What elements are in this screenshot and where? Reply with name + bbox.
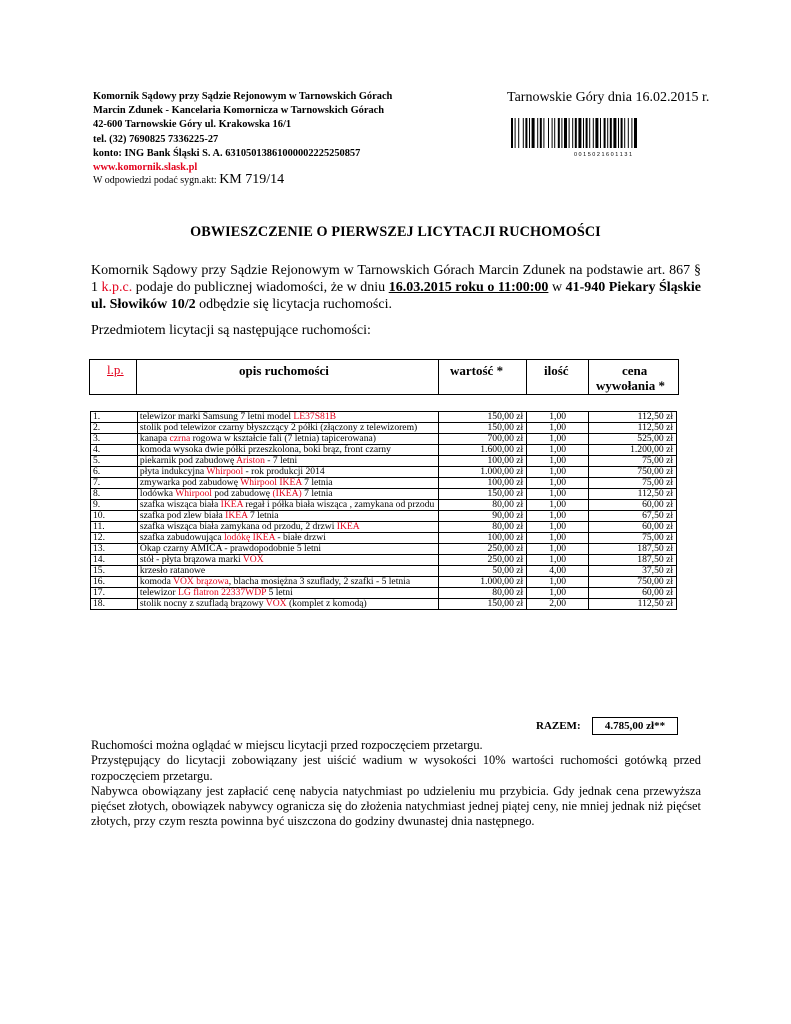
row-lp: 2.: [91, 423, 138, 434]
total-value: 4.785,00 zł**: [592, 717, 678, 735]
row-description: [137, 588, 438, 599]
row-value: 80,00 zł: [439, 500, 527, 511]
description-segment: Whirpool: [175, 488, 212, 499]
row-quantity: 2,00: [527, 599, 589, 610]
description-segment: VOX brązowa: [173, 576, 229, 587]
header-opis: opis ruchomości: [239, 363, 329, 378]
header-ilosc: ilość: [544, 363, 569, 378]
document-date: Tarnowskie Góry dnia 16.02.2015 r.: [507, 90, 710, 105]
description-segment: Ariston: [236, 455, 265, 466]
row-lp: 15.: [91, 566, 138, 577]
description-segment: szafka wisząca biała zamykana od przodu, 2 drzwi: [139, 521, 337, 532]
row-starting-price: 525,00 zł: [589, 434, 677, 445]
row-starting-price: 112,50 zł: [589, 599, 677, 610]
row-value: 250,00 zł: [439, 555, 527, 566]
row-lp: 4.: [91, 445, 138, 456]
row-description: [137, 489, 438, 500]
row-lp: 8.: [91, 489, 138, 500]
description-segment: Whirpool IKEA: [240, 477, 302, 488]
row-starting-price: 37,50 zł: [589, 566, 677, 577]
website-suffix: .pl: [185, 162, 198, 174]
row-lp: 11.: [91, 522, 138, 533]
description-segment: stół - płyta brązowa marki: [139, 554, 243, 565]
intro-text-1: Komornik Sądowy przy Sądzie Rejonowym w Tarnowskich Górach Marcin Zdunek na podstawie art. 867 § 1: [91, 263, 701, 295]
row-description: [137, 478, 438, 489]
description-segment: lodókę IKEA: [224, 532, 275, 543]
description-segment: LE37S81B: [293, 411, 337, 422]
row-lp: 14.: [91, 555, 138, 566]
row-starting-price: 112,50 zł: [589, 423, 677, 434]
total-label: RAZEM:: [536, 720, 581, 732]
sender-line-address: 42-600 Tarnowskie Góry ul. Krakowska 16/1: [93, 119, 292, 131]
table-row: [91, 544, 677, 555]
row-value: 1.000,00 zł: [439, 577, 527, 588]
row-lp: 12.: [91, 533, 138, 544]
table-row: [91, 533, 677, 544]
description-segment: Okap czarny AMICA - prawdopodobnie 5 letni: [139, 543, 322, 554]
row-description: [137, 555, 438, 566]
row-lp: 10.: [91, 511, 138, 522]
row-lp: 13.: [91, 544, 138, 555]
sender-line-office: Komornik Sądowy przy Sądzie Rejonowym w Tarnowskich Górach: [93, 91, 393, 102]
header-cena-cell: [589, 360, 678, 394]
description-segment: komoda: [139, 576, 174, 587]
description-segment: VOX: [242, 554, 264, 565]
table-row: [91, 522, 677, 533]
row-quantity: 4,00: [527, 566, 589, 577]
row-description: [137, 456, 438, 467]
description-segment: kanapa: [139, 433, 170, 444]
description-segment: VOX: [265, 598, 287, 609]
row-value: 150,00 zł: [439, 599, 527, 610]
row-value: 1.600,00 zł: [439, 445, 527, 456]
row-starting-price: 67,50 zł: [589, 511, 677, 522]
table-row: [91, 577, 677, 588]
auction-place: 41-940 Piekary Śląskie ul. Słowików 10/2: [91, 280, 701, 312]
row-value: 90,00 zł: [439, 511, 527, 522]
header-lp-cell: [90, 360, 137, 394]
description-segment: Whirpool: [206, 466, 244, 477]
items-intro: Przedmiotem licytacji są następujące ruchomości:: [91, 323, 371, 338]
reference-value: KM 719/14: [219, 172, 285, 187]
row-starting-price: 112,50 zł: [589, 412, 677, 423]
description-segment: - białe drzwi: [275, 532, 326, 543]
row-value: 150,00 zł: [439, 423, 527, 434]
row-quantity: 1,00: [527, 412, 589, 423]
table-row: [91, 412, 677, 423]
intro-paragraph: [91, 262, 701, 313]
description-segment: stolik pod telewizor czarny błyszczący 2 półki (złączony z telewizorem): [139, 422, 418, 433]
row-description: [137, 511, 438, 522]
row-quantity: 1,00: [527, 445, 589, 456]
row-description: [137, 412, 438, 423]
barcode-digits: 0 0 1 5 0 2 1 6 0 1 1 3 1: [573, 152, 633, 158]
items-table: [90, 411, 677, 610]
description-segment: lodówka: [139, 488, 176, 499]
row-starting-price: 75,00 zł: [589, 456, 677, 467]
row-description: [137, 533, 438, 544]
row-quantity: 1,00: [527, 489, 589, 500]
description-segment: pod zabudowę: [211, 488, 273, 499]
row-description: [137, 544, 438, 555]
row-description: [137, 566, 438, 577]
row-value: 700,00 zł: [439, 434, 527, 445]
intro-text-3: w: [548, 280, 566, 295]
description-segment: stolik nocny z szufladą brązowy: [139, 598, 266, 609]
row-value: 80,00 zł: [439, 588, 527, 599]
header-opis-cell: [137, 360, 439, 394]
table-row: [91, 489, 677, 500]
row-value: 1.000,00 zł: [439, 467, 527, 478]
barcode-image: [511, 118, 695, 158]
row-quantity: 1,00: [527, 555, 589, 566]
description-segment: 7 letnia: [301, 477, 333, 488]
terms-notes: [91, 738, 701, 830]
description-segment: zmywarka pod zabudowę: [139, 477, 241, 488]
row-quantity: 1,00: [527, 511, 589, 522]
row-value: 250,00 zł: [439, 544, 527, 555]
row-starting-price: 750,00 zł: [589, 577, 677, 588]
description-segment: komoda wysoka dwie półki przeszkolona, boki brąz, front czarny: [139, 444, 391, 455]
description-segment: płyta indukcyjna: [139, 466, 207, 477]
description-segment: czrna: [169, 433, 191, 444]
header-lp: l.p.: [107, 362, 124, 377]
row-description: [137, 434, 438, 445]
note-payment: Nabywca obowiązany jest zapłacić cenę nabycia natychmiast po udzieleniu mu przybicia. Gdy jednak cena przewyższa pięćset złotych, obowiązek nabywcy ogranicza się do złożenia natychmiast jednej piątej ceny, nie mniej jednak niż pięćset złotych, przy czym reszta powinna być uiszczona do godziny dwunastej dnia następnego.: [91, 783, 701, 829]
row-value: 100,00 zł: [439, 478, 527, 489]
row-description: [137, 577, 438, 588]
table-row: [91, 566, 677, 577]
header-wartosc: wartość *: [450, 363, 504, 378]
row-quantity: 1,00: [527, 544, 589, 555]
description-segment: (komplet z komodą): [286, 598, 367, 609]
description-segment: - rok produkcji 2014: [243, 466, 325, 477]
intro-kpc: k.p.c.: [101, 280, 133, 295]
header-wartosc-cell: [439, 360, 527, 394]
row-starting-price: 187,50 zł: [589, 555, 677, 566]
items-table-header: [89, 359, 679, 395]
case-reference: [93, 172, 284, 188]
description-segment: telewizor: [139, 587, 179, 598]
description-segment: szafka pod zlew biała: [139, 510, 226, 521]
header-ilosc-cell: [527, 360, 589, 394]
website-domain: slask: [164, 162, 186, 174]
header-cena-line1: cena: [622, 363, 648, 378]
row-lp: 7.: [91, 478, 138, 489]
table-row: [91, 456, 677, 467]
row-lp: 1.: [91, 412, 138, 423]
row-lp: 9.: [91, 500, 138, 511]
table-row: [91, 588, 677, 599]
table-row: [91, 467, 677, 478]
description-segment: 5 letni: [266, 587, 293, 598]
row-quantity: 1,00: [527, 478, 589, 489]
row-starting-price: 60,00 zł: [589, 522, 677, 533]
row-value: 100,00 zł: [439, 533, 527, 544]
description-segment: (IKEA): [272, 488, 302, 499]
table-row: [91, 445, 677, 456]
website-prefix: www.komornik.: [93, 162, 165, 174]
auction-datetime: 16.03.2015 roku o 11:00:00: [388, 280, 549, 295]
note-deposit: Przystępujący do licytacji zobowiązany jest uiścić wadium w wysokości 10% wartości ruchomości gotówką przed rozpoczęciem przetargu.: [91, 753, 701, 783]
intro-text-2: podaje do publicznej wiadomości, że w dniu: [132, 280, 389, 295]
row-starting-price: 187,50 zł: [589, 544, 677, 555]
sender-line-bank: konto: ING Bank Śląski S. A. 63105013861000002225250857: [93, 147, 361, 159]
table-row: [91, 423, 677, 434]
description-segment: 7 letnia: [301, 488, 333, 499]
table-row: [91, 500, 677, 511]
row-quantity: 1,00: [527, 588, 589, 599]
table-row: [91, 555, 677, 566]
sender-line-phone: tel. (32) 7690825 7336225-27: [93, 133, 219, 145]
row-description: [137, 467, 438, 478]
description-segment: rogowa w kształcie fali (7 letnia) tapicerowana): [190, 433, 376, 444]
row-quantity: 1,00: [527, 456, 589, 467]
intro-text-4: odbędzie się licytacja ruchomości.: [195, 297, 392, 312]
row-description: [137, 423, 438, 434]
row-starting-price: 750,00 zł: [589, 467, 677, 478]
row-quantity: 1,00: [527, 522, 589, 533]
row-lp: 3.: [91, 434, 138, 445]
description-segment: krzesło ratanowe: [139, 565, 206, 576]
row-starting-price: 75,00 zł: [589, 533, 677, 544]
description-segment: szafka zabudowująca: [139, 532, 225, 543]
row-description: [137, 500, 438, 511]
row-quantity: 1,00: [527, 423, 589, 434]
description-segment: IKEA: [336, 521, 360, 532]
row-starting-price: 112,50 zł: [589, 489, 677, 500]
description-segment: szafka wisząca biała: [139, 499, 221, 510]
row-value: 150,00 zł: [439, 412, 527, 423]
description-segment: 7 letnia: [247, 510, 279, 521]
row-description: [137, 599, 438, 610]
table-row: [91, 478, 677, 489]
description-segment: piekarnik pod zabudowę: [139, 455, 237, 466]
description-segment: regał i półka biała wisząca , zamykana od przodu: [243, 499, 435, 510]
reference-label: W odpowiedzi podać sygn.akt:: [93, 175, 220, 186]
row-quantity: 1,00: [527, 434, 589, 445]
row-description: [137, 445, 438, 456]
row-quantity: 1,00: [527, 467, 589, 478]
row-starting-price: 1.200,00 zł: [589, 445, 677, 456]
sender-block: [93, 90, 493, 175]
description-segment: telewizor marki Samsung 7 letni model: [139, 411, 294, 422]
description-segment: IKEA: [225, 510, 248, 521]
row-lp: 5.: [91, 456, 138, 467]
row-value: 80,00 zł: [439, 522, 527, 533]
note-viewing: Ruchomości można oglądać w miejscu licytacji przed rozpoczęciem przetargu.: [91, 738, 483, 752]
row-quantity: 1,00: [527, 533, 589, 544]
document-title: OBWIESZCZENIE O PIERWSZEJ LICYTACJI RUCHOMOŚCI: [190, 224, 601, 240]
header-cena-line2: wywołania *: [596, 378, 665, 393]
row-quantity: 1,00: [527, 577, 589, 588]
description-segment: LG flatron 22337WDP: [178, 587, 267, 598]
description-segment: IKEA: [220, 499, 244, 510]
table-row: [91, 599, 677, 610]
description-segment: , blacha mosiężna 3 szuflady, 2 szafki - 5 letnia: [228, 576, 411, 587]
row-description: [137, 522, 438, 533]
row-starting-price: 75,00 zł: [589, 478, 677, 489]
row-starting-price: 60,00 zł: [589, 500, 677, 511]
row-quantity: 1,00: [527, 500, 589, 511]
table-row: [91, 434, 677, 445]
row-lp: 6.: [91, 467, 138, 478]
row-value: 50,00 zł: [439, 566, 527, 577]
description-segment: - 7 letni: [264, 455, 298, 466]
table-row: [91, 511, 677, 522]
row-starting-price: 60,00 zł: [589, 588, 677, 599]
sender-line-name: Marcin Zdunek - Kancelaria Komornicza w Tarnowskich Górach: [93, 105, 385, 117]
row-lp: 17.: [91, 588, 138, 599]
row-value: 150,00 zł: [439, 489, 527, 500]
row-value: 100,00 zł: [439, 456, 527, 467]
row-lp: 16.: [91, 577, 138, 588]
row-lp: 18.: [91, 599, 138, 610]
